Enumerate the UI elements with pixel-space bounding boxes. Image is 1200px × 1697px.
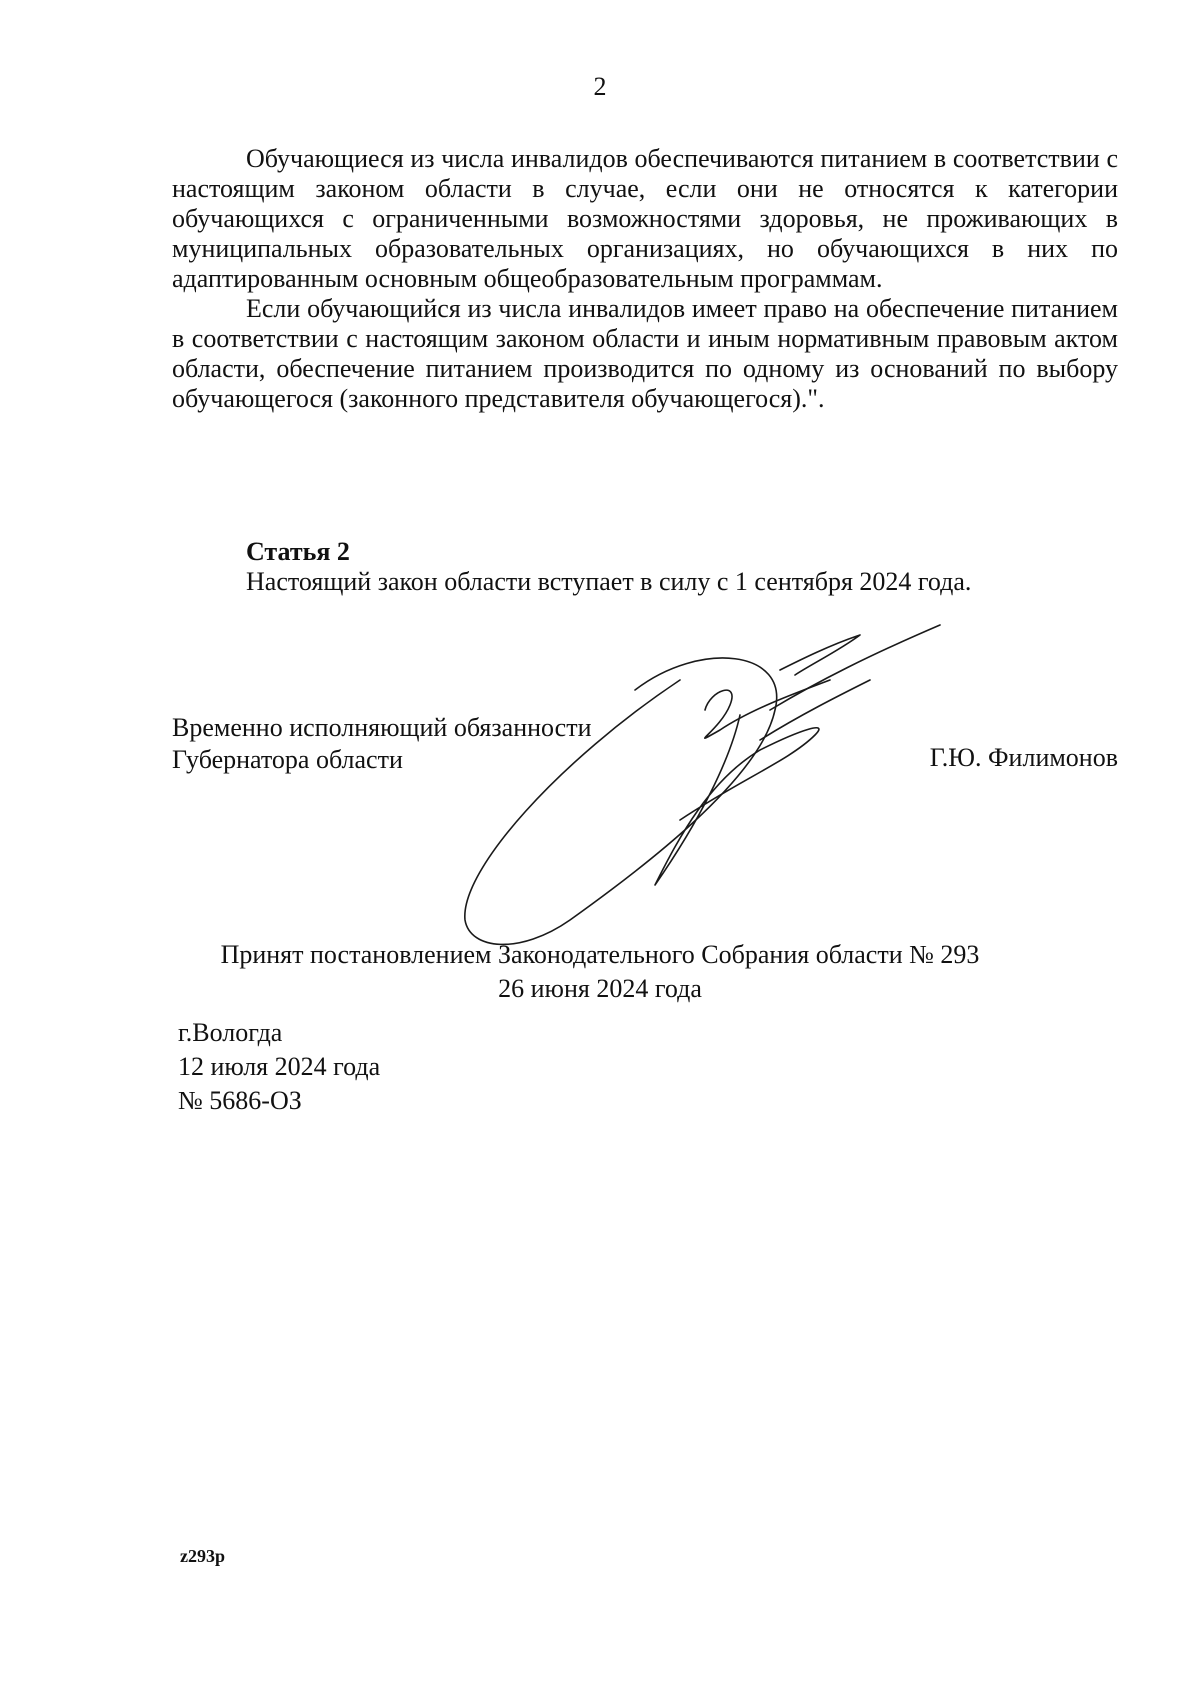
signatory-name: Г.Ю. Филимонов (929, 743, 1118, 772)
article-title: Статья 2 (246, 537, 350, 566)
page-number: 2 (593, 72, 607, 101)
paragraph-2: Если обучающийся из числа инвалидов имеет право на обеспечение питанием в соответствии с настоящим законом области и иным нормативным правовым актом области, обеспечение питанием производится по одному из оснований по выбору обучающегося (законного представителя обучающегося).". (172, 294, 1118, 413)
adoption-line-2: 26 июня 2024 года (498, 974, 702, 1003)
article-2 (246, 537, 971, 597)
document-code: z293p (180, 1546, 225, 1566)
body-text (172, 144, 1118, 414)
signatory-position-line-1: Временно исполняющий обязанности (172, 713, 592, 742)
signing-date: 12 июля 2024 года (178, 1052, 381, 1081)
law-number: № 5686-ОЗ (178, 1086, 302, 1115)
place-date-number (178, 1016, 380, 1118)
article-text: Настоящий закон области вступает в силу с 1 сентября 2024 года. (246, 567, 972, 596)
signatory-position-line-2: Губернатора области (172, 745, 403, 774)
adoption-note (0, 938, 1200, 1006)
adoption-line-1: Принят постановлением Законодательного Собрания области № 293 (220, 940, 980, 969)
city: г.Вологда (178, 1018, 283, 1047)
handwritten-signature (440, 620, 1000, 950)
paragraph-1: Обучающиеся из числа инвалидов обеспечиваются питанием в соответствии с настоящим законом области в случае, если они не относятся к категории обучающихся с ограниченными возможностями здоровья, не проживающих в муниципальных образовательных организациях, но обучающихся в них по адаптированным основным общеобразовательным программам. (172, 144, 1118, 293)
